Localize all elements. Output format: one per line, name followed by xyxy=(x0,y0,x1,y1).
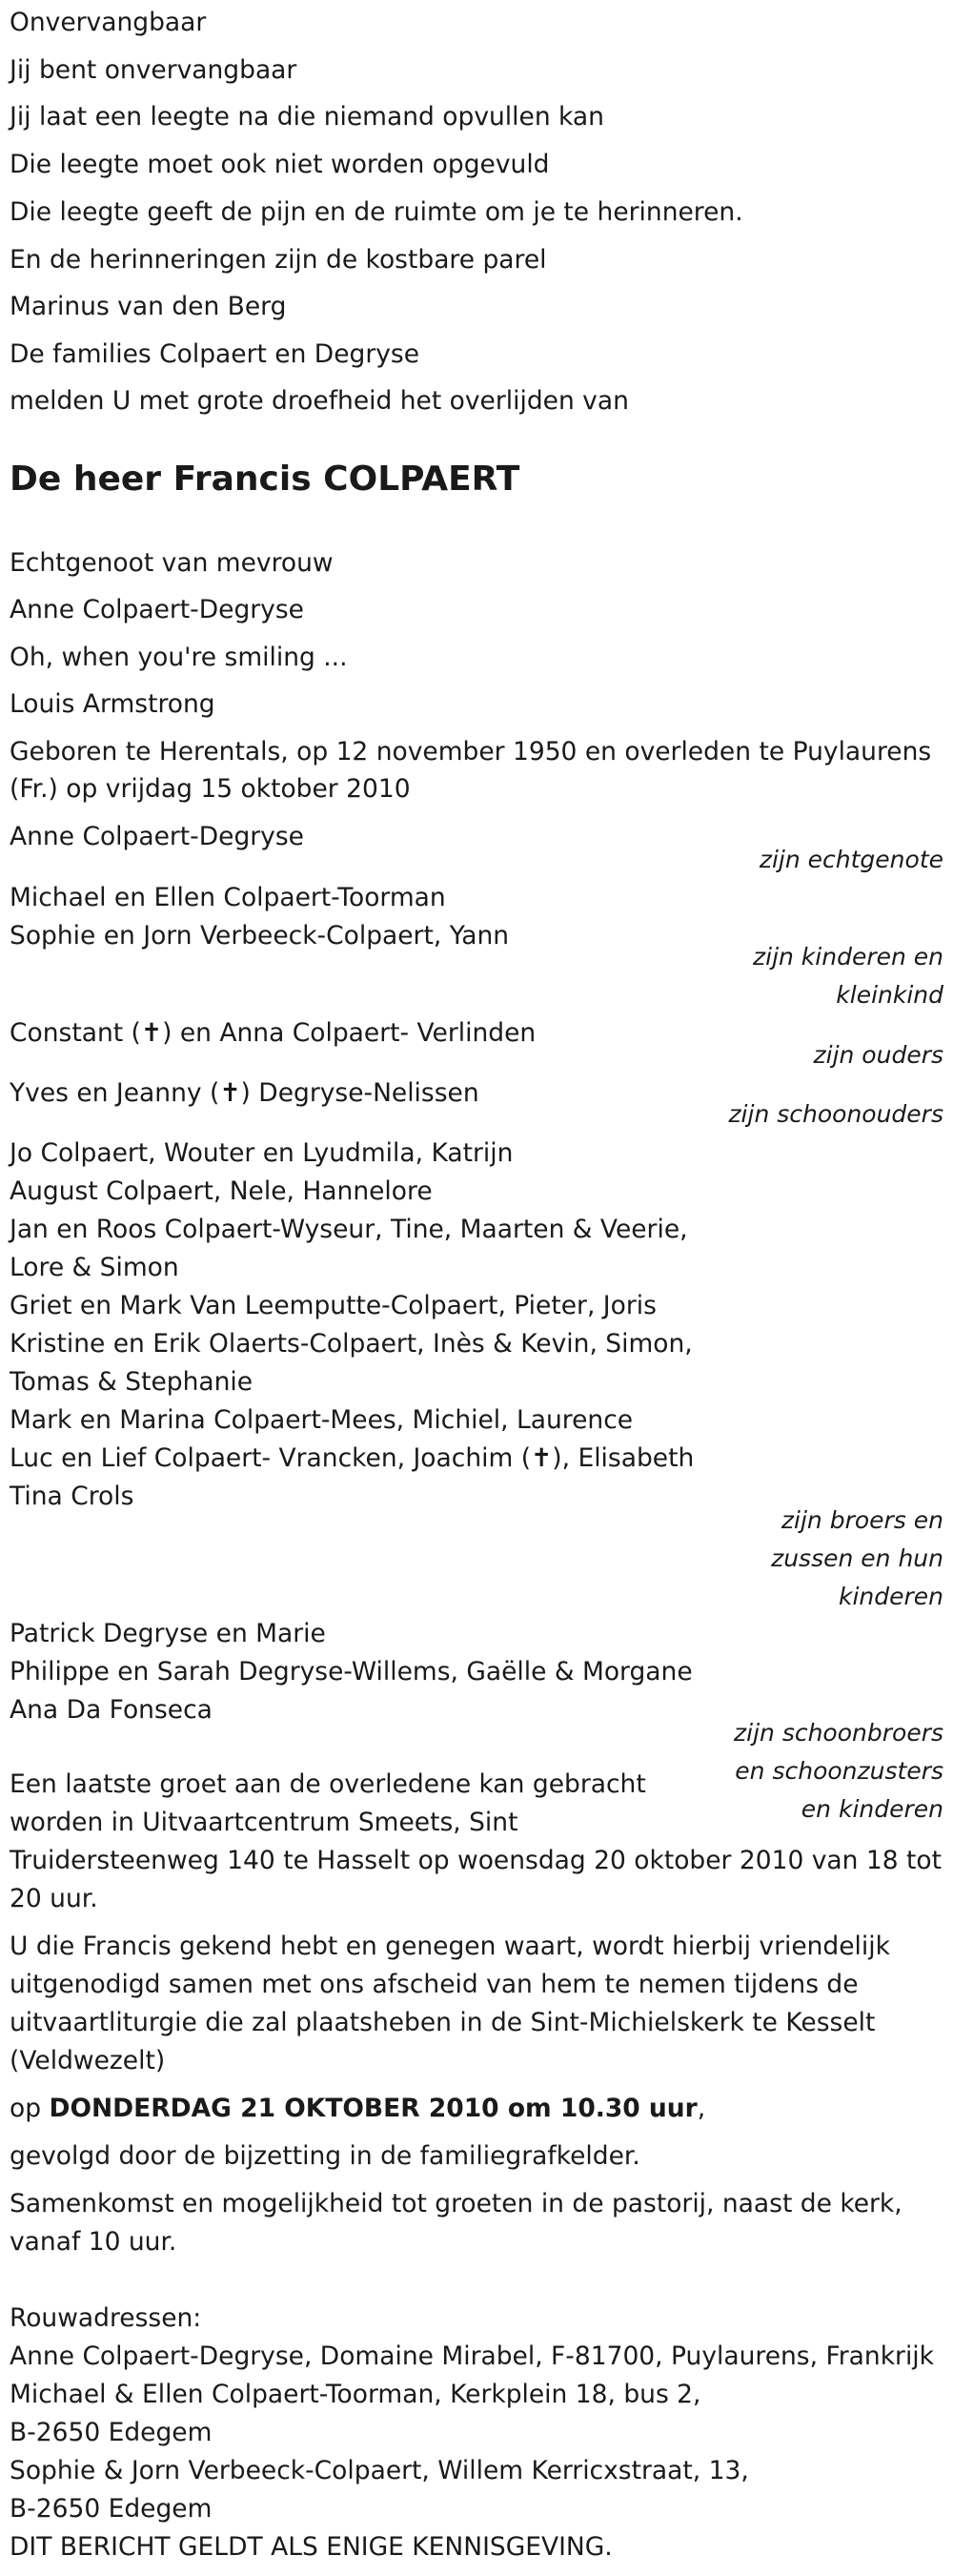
siblings-name: Kristine en Erik Olaerts-Colpaert, Inès & Kevin, Simon, xyxy=(10,1329,693,1359)
siblings-name: Mark en Marina Colpaert-Mees, Michiel, Laurence xyxy=(10,1405,634,1435)
birth-death-line: Geboren te Herentals, op 12 november 1950 en overleden te Puylaurens xyxy=(10,737,932,767)
siblings-name: Tomas & Stephanie xyxy=(10,1367,253,1397)
visitation-line: Een laatste groet aan de overledene kan gebracht xyxy=(10,1769,646,1799)
address-line: B-2650 Edegem xyxy=(10,2418,213,2447)
ceremony-line: U die Francis gekend hebt en genegen waart, wordt hierbij vriendelijk xyxy=(10,1932,890,1961)
siblings-name: Luc en Lief Colpaert- Vrancken, Joachim (✝), Elisabeth xyxy=(10,1443,695,1473)
siblings-name: August Colpaert, Nele, Hannelore xyxy=(10,1176,433,1206)
siblings-in-law-name: Patrick Degryse en Marie xyxy=(10,1619,326,1648)
funeral-date-line xyxy=(10,2093,705,2125)
siblings-role: zussen en hun xyxy=(771,1544,943,1572)
poem-line: Jij laat een leegte na die niemand opvullen kan xyxy=(10,102,604,132)
address-line: B-2650 Edegem xyxy=(10,2494,213,2524)
siblings-name: Tina Crols xyxy=(10,1482,134,1511)
burial-line: gevolgd door de bijzetting in de familiegrafkelder. xyxy=(10,2141,640,2171)
children-role: zijn kinderen en xyxy=(753,943,943,971)
visitation-line: worden in Uitvaartcentrum Smeets, Sint xyxy=(10,1808,518,1837)
poem-line: Jij bent onvervangbaar xyxy=(10,55,297,85)
siblings-in-law-role: en kinderen xyxy=(801,1795,943,1823)
poem-author: Marinus van den Berg xyxy=(10,292,287,321)
intro-line: Anne Colpaert-Degryse xyxy=(10,595,304,624)
children-name: Sophie en Jorn Verbeeck-Colpaert, Yann xyxy=(10,921,510,951)
address-line: Sophie & Jorn Verbeeck-Colpaert, Willem Kerricxstraat, 13, xyxy=(10,2456,749,2485)
siblings-in-law-name: Ana Da Fonseca xyxy=(10,1695,213,1725)
visitation-line: 20 uur. xyxy=(10,1884,98,1913)
intro-line: Echtgenoot van mevrouw xyxy=(10,548,334,578)
intro-quote-author: Louis Armstrong xyxy=(10,689,215,719)
birth-death-line: (Fr.) op vrijdag 15 oktober 2010 xyxy=(10,774,411,804)
address-line: Michael & Ellen Colpaert-Toorman, Kerkplein 18, bus 2, xyxy=(10,2380,701,2409)
siblings-role: zijn broers en xyxy=(781,1506,943,1534)
announcement-line: De families Colpaert en Degryse xyxy=(10,339,420,369)
visitation-line: Truidersteenweg 140 te Hasselt op woensdag 20 oktober 2010 van 18 tot xyxy=(10,1846,943,1875)
addresses-title: Rouwadressen: xyxy=(10,2303,202,2333)
deceased-name-title: De heer Francis COLPAERT xyxy=(10,460,520,499)
inlaws-name: Yves en Jeanny (✝) Degryse-Nelissen xyxy=(10,1078,479,1108)
intro-quote: Oh, when you're smiling ... xyxy=(10,643,348,672)
spouse-name: Anne Colpaert-Degryse xyxy=(10,822,304,851)
poem-line: Die leegte moet ook niet worden opgevuld xyxy=(10,150,550,179)
inlaws-role: zijn schoonouders xyxy=(728,1100,943,1128)
funeral-date-prefix: op xyxy=(10,2094,50,2123)
children-name: Michael en Ellen Colpaert-Toorman xyxy=(10,883,446,912)
ceremony-line: (Veldwezelt) xyxy=(10,2046,166,2075)
ceremony-line: uitvaartliturgie die zal plaatsheben in de Sint-Michielskerk te Kesselt xyxy=(10,2008,876,2037)
announcement-line: melden U met grote droefheid het overlijden van xyxy=(10,386,629,416)
children-role: kleinkind xyxy=(836,981,943,1009)
funeral-date-suffix: , xyxy=(697,2094,706,2123)
siblings-in-law-role: zijn schoonbroers xyxy=(734,1719,943,1747)
siblings-role: kinderen xyxy=(838,1583,943,1610)
gathering-line: Samenkomst en mogelijkheid tot groeten in de pastorij, naast de kerk, xyxy=(10,2189,902,2218)
siblings-in-law-role: en schoonzusters xyxy=(735,1757,943,1785)
gathering-line: vanaf 10 uur. xyxy=(10,2227,177,2257)
poem-line: Die leegte geeft de pijn en de ruimte om je te herinneren. xyxy=(10,197,743,227)
poem-line: Onvervangbaar xyxy=(10,8,207,37)
parents-role: zijn ouders xyxy=(813,1041,943,1069)
siblings-name: Jo Colpaert, Wouter en Lyudmila, Katrijn xyxy=(10,1138,514,1168)
address-line: Anne Colpaert-Degryse, Domaine Mirabel, F-81700, Puylaurens, Frankrijk xyxy=(10,2341,935,2371)
ceremony-line: uitgenodigd samen met ons afscheid van hem te nemen tijdens de xyxy=(10,1970,859,1999)
siblings-in-law-name: Philippe en Sarah Degryse-Willems, Gaëlle & Morgane xyxy=(10,1657,693,1687)
closing-notice: DIT BERICHT GELDT ALS ENIGE KENNISGEVING. xyxy=(10,2532,613,2562)
parents-name: Constant (✝) en Anna Colpaert- Verlinden xyxy=(10,1018,537,1048)
spouse-role: zijn echtgenote xyxy=(759,846,943,873)
siblings-name: Jan en Roos Colpaert-Wyseur, Tine, Maarten & Veerie, xyxy=(10,1215,688,1244)
funeral-date: DONDERDAG 21 OKTOBER 2010 om 10.30 uur xyxy=(49,2094,698,2123)
siblings-name: Lore & Simon xyxy=(10,1253,179,1282)
poem-line: En de herinneringen zijn de kostbare parel xyxy=(10,245,547,275)
siblings-name: Griet en Mark Van Leemputte-Colpaert, Pieter, Joris xyxy=(10,1291,657,1320)
